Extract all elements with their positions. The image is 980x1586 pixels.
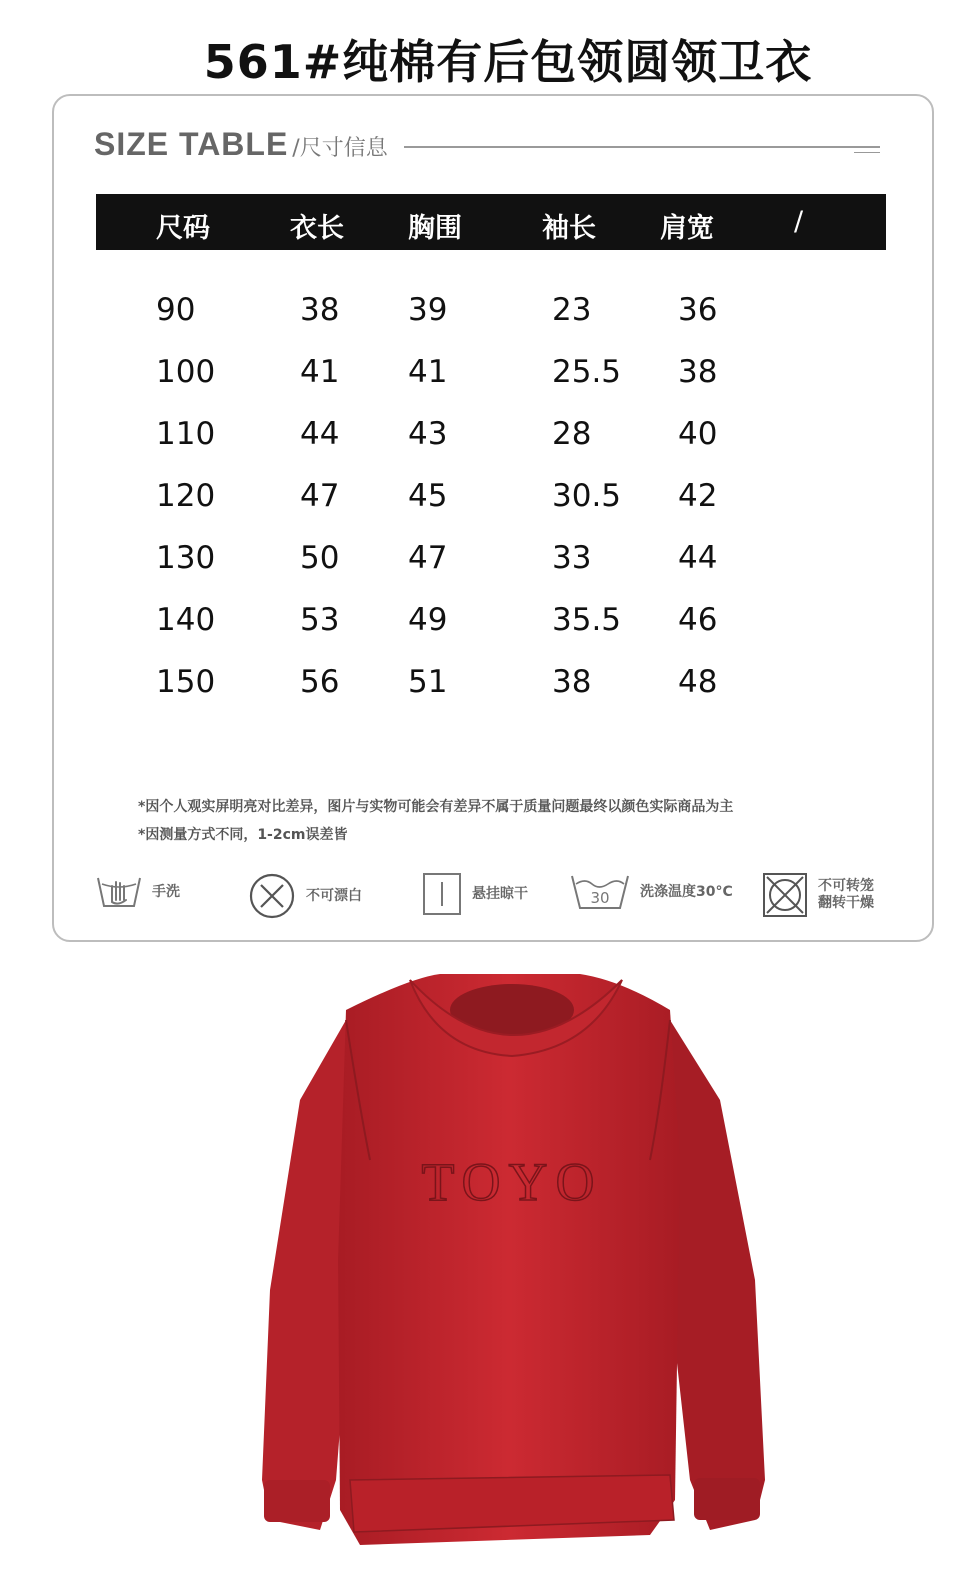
care-label: 不可漂白 <box>306 887 362 904</box>
care-wash-30 <box>570 872 733 912</box>
cell-size: 130 <box>156 540 216 576</box>
cell-sleeve: 38 <box>552 664 592 700</box>
cell-size: 150 <box>156 664 216 700</box>
cell-chest: 47 <box>408 540 448 576</box>
column-header-shoulder: 肩宽 <box>660 213 714 244</box>
cell-length: 41 <box>300 354 340 390</box>
wash-temp-symbol: 30 <box>590 889 610 907</box>
hand-wash-icon <box>96 872 142 912</box>
cell-sleeve: 30.5 <box>552 478 622 514</box>
cell-sleeve: 23 <box>552 292 592 328</box>
cell-shoulder: 42 <box>678 478 718 514</box>
care-label: 悬挂晾干 <box>472 885 528 902</box>
cell-sleeve: 25.5 <box>552 354 622 390</box>
sweatshirt-embroidery: TOYO <box>421 1152 603 1212</box>
cell-shoulder: 40 <box>678 416 718 452</box>
cell-shoulder: 48 <box>678 664 718 700</box>
care-no-bleach <box>248 872 362 920</box>
size-table-heading-cn: /尺寸信息 <box>292 136 388 161</box>
sweatshirt-body <box>338 974 680 1545</box>
cell-shoulder: 36 <box>678 292 718 328</box>
size-table-heading <box>94 126 388 163</box>
size-table-heading-en: SIZE TABLE <box>94 126 289 162</box>
care-hang-dry <box>422 872 528 916</box>
product-photo-sweatshirt <box>250 960 780 1560</box>
cell-sleeve: 28 <box>552 416 592 452</box>
cell-chest: 51 <box>408 664 448 700</box>
table-row <box>54 664 934 714</box>
care-label-line-2: 翻转干燥 <box>818 895 874 911</box>
care-hand-wash <box>96 872 180 912</box>
care-no-tumble-dry <box>762 872 874 918</box>
cell-sleeve: 35.5 <box>552 602 622 638</box>
cell-chest: 39 <box>408 292 448 328</box>
care-label-line-1: 不可转笼 <box>818 878 874 894</box>
cell-length: 47 <box>300 478 340 514</box>
table-header <box>96 194 886 250</box>
hang-dry-icon <box>422 872 462 916</box>
cell-shoulder: 44 <box>678 540 718 576</box>
cell-size: 90 <box>156 292 196 328</box>
cell-length: 50 <box>300 540 340 576</box>
cell-chest: 45 <box>408 478 448 514</box>
table-row <box>54 478 934 528</box>
table-row <box>54 416 934 466</box>
cell-size: 100 <box>156 354 216 390</box>
cell-chest: 49 <box>408 602 448 638</box>
sweatshirt-left-cuff <box>264 1480 330 1522</box>
note-measurement-disclaimer: *因测量方式不同，1-2cm误差皆 <box>138 827 348 843</box>
wash-30-icon <box>570 872 630 912</box>
cell-length: 44 <box>300 416 340 452</box>
size-table-card <box>52 94 934 942</box>
cell-shoulder: 46 <box>678 602 718 638</box>
cell-length: 38 <box>300 292 340 328</box>
menu-lines-icon <box>854 147 880 159</box>
cell-length: 56 <box>300 664 340 700</box>
column-header-chest: 胸围 <box>408 213 462 244</box>
cell-shoulder: 38 <box>678 354 718 390</box>
cell-chest: 41 <box>408 354 448 390</box>
cell-sleeve: 33 <box>552 540 592 576</box>
no-bleach-icon <box>248 872 296 920</box>
cell-size: 140 <box>156 602 216 638</box>
cell-size: 120 <box>156 478 216 514</box>
care-label: 洗涤温度30°C <box>640 883 733 900</box>
table-row <box>54 540 934 590</box>
sweatshirt-right-cuff <box>694 1478 760 1520</box>
cell-size: 110 <box>156 416 216 452</box>
care-label: 手洗 <box>152 883 180 900</box>
column-header-sleeve: 袖长 <box>542 213 596 244</box>
column-header-size: 尺码 <box>156 213 210 244</box>
care-label <box>818 878 874 912</box>
cell-chest: 43 <box>408 416 448 452</box>
table-row <box>54 292 934 342</box>
no-tumble-dry-icon <box>762 872 808 918</box>
table-row <box>54 354 934 404</box>
page-title: 561#纯棉有后包领圆领卫衣 <box>203 35 813 89</box>
table-row <box>54 602 934 652</box>
note-color-disclaimer: *因个人观实屏明亮对比差异，图片与实物可能会有差异不属于质量问题最终以颜色实际商品为主 <box>138 799 734 815</box>
cell-length: 53 <box>300 602 340 638</box>
column-header-empty: / <box>794 206 804 237</box>
column-header-length: 衣长 <box>290 213 344 244</box>
heading-divider <box>404 146 880 148</box>
